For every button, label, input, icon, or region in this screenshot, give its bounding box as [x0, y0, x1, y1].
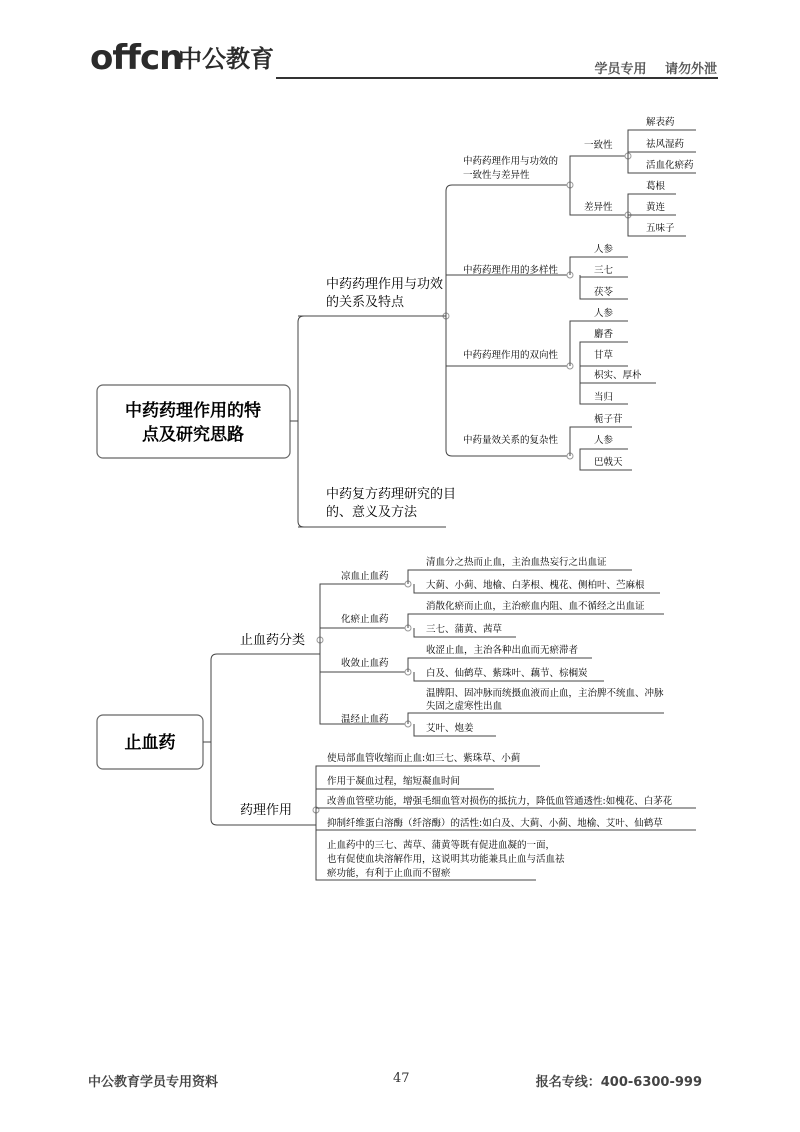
dose-item: 巴戟天 — [594, 457, 623, 468]
branch-classify: 止血药分类 — [240, 633, 306, 648]
notice-students-only: 学员专用 — [594, 62, 647, 77]
pharma-items — [327, 752, 673, 879]
yizhi-item: 解表药 — [646, 117, 675, 128]
diversity-item: 茯苓 — [594, 287, 614, 298]
huayu-desc: 消散化瘀而止血，主治瘀血内阻、血不循经之出血证 — [426, 601, 645, 612]
dose-item: 人参 — [594, 435, 614, 446]
map1-root-line2: 点及研究思路 — [142, 425, 244, 445]
bidirectional-item: 枳实、厚朴 — [594, 370, 642, 381]
group-diversity: 中药药理作用的多样性 — [463, 265, 559, 276]
pharma-item-line1: 止血药中的三七、茜草、蒲黄等既有促进血凝的一面， — [327, 840, 556, 851]
branch-a-line1: 中药药理作用与功效 — [326, 277, 444, 292]
dose-item: 栀子苷 — [594, 414, 623, 425]
group-bidirectional: 中药药理作用的双向性 — [463, 350, 559, 361]
bidirectional-item: 人参 — [594, 308, 614, 319]
chayi-items — [646, 180, 675, 234]
branch-pharma: 药理作用 — [240, 803, 293, 818]
pharma-item: 使局部血管收缩而止血:如三七、紫珠草、小蓟 — [327, 753, 521, 764]
pharma-item: 抑制纤维蛋白溶酶（纤溶酶）的活性:如白及、大蓟、小蓟、地榆、艾叶、仙鹤草 — [327, 818, 663, 829]
branch-b-line1: 中药复方药理研究的目 — [326, 487, 457, 502]
shoulian-desc: 收涩止血，主治各种出血而无瘀滞者 — [426, 645, 579, 656]
wenjing-desc-line2: 失固之虚寒性出血 — [426, 701, 503, 712]
yizhi-item: 活血化瘀药 — [646, 160, 694, 171]
wenjing-desc-line1: 温脾阳、固冲脉而统摄血液而止血，主治脾不统血、冲脉 — [426, 688, 664, 699]
cat-huayu: 化瘀止血药 — [341, 614, 389, 625]
chayi-item: 五味子 — [646, 223, 675, 234]
bidirectional-item: 当归 — [594, 392, 614, 403]
dose-items — [594, 413, 623, 468]
cat-liangxue: 凉血止血药 — [341, 571, 389, 582]
chayi-item: 黄连 — [646, 202, 666, 213]
diversity-items — [594, 243, 614, 298]
wenjing-herbs: 艾叶、炮姜 — [426, 723, 474, 734]
group-consistency-line1: 中药药理作用与功效的 — [463, 156, 559, 167]
logo-latin-text: offcn — [90, 38, 183, 78]
shoulian-herbs: 白及、仙鹤草、紫珠叶、藕节、棕榈炭 — [426, 668, 588, 679]
node-yizhi: 一致性 — [584, 140, 613, 151]
footer-right: 报名专线：400-6300-999 — [535, 1075, 702, 1090]
diversity-item: 三七 — [594, 265, 614, 276]
bidirectional-item: 甘草 — [594, 350, 614, 361]
branch-b-line2: 的、意义及方法 — [326, 505, 418, 520]
liangxue-desc: 清血分之热而止血，主治血热妄行之出血证 — [426, 557, 607, 568]
page-number: 47 — [393, 1071, 410, 1086]
yizhi-item: 祛风湿药 — [646, 139, 685, 150]
map2-root: 止血药 — [124, 733, 176, 753]
node-chayi: 差异性 — [584, 202, 613, 213]
huayu-herbs: 三七、蒲黄、茜草 — [426, 624, 503, 635]
category-items — [426, 556, 664, 734]
cat-wenjing: 温经止血药 — [341, 714, 389, 725]
map1-root-box — [97, 385, 290, 458]
map1-root-line1: 中药药理作用的特 — [125, 401, 261, 421]
diversity-item: 人参 — [594, 244, 614, 255]
liangxue-herbs: 大蓟、小蓟、地榆、白茅根、槐花、侧柏叶、苎麻根 — [426, 580, 645, 591]
cat-shoulian: 收敛止血药 — [341, 658, 389, 669]
footer-left: 中公教育学员专用资料 — [88, 1075, 219, 1090]
bidirectional-item: 麝香 — [594, 329, 614, 340]
yizhi-items — [646, 116, 694, 171]
pharma-item: 作用于凝血过程，缩短凝血时间 — [327, 776, 461, 787]
branch-a-line2: 的关系及特点 — [326, 295, 405, 310]
logo-cn-text: 中公教育 — [178, 45, 274, 73]
pharma-item: 改善血管壁功能，增强毛细血管对损伤的抵抗力，降低血管通透性:如槐花、白茅花 — [327, 796, 673, 807]
pharma-item-line3: 瘀功能，有利于止血而不留瘀 — [327, 868, 451, 879]
chayi-item: 葛根 — [646, 181, 666, 192]
notice-do-not-leak: 请勿外泄 — [664, 62, 717, 77]
group-dose: 中药量效关系的复杂性 — [463, 435, 559, 446]
pharma-item-line2: 也有促使血块溶解作用，这说明其功能兼具止血与活血祛 — [327, 854, 565, 865]
group-consistency-line2: 一致性与差异性 — [463, 170, 530, 181]
